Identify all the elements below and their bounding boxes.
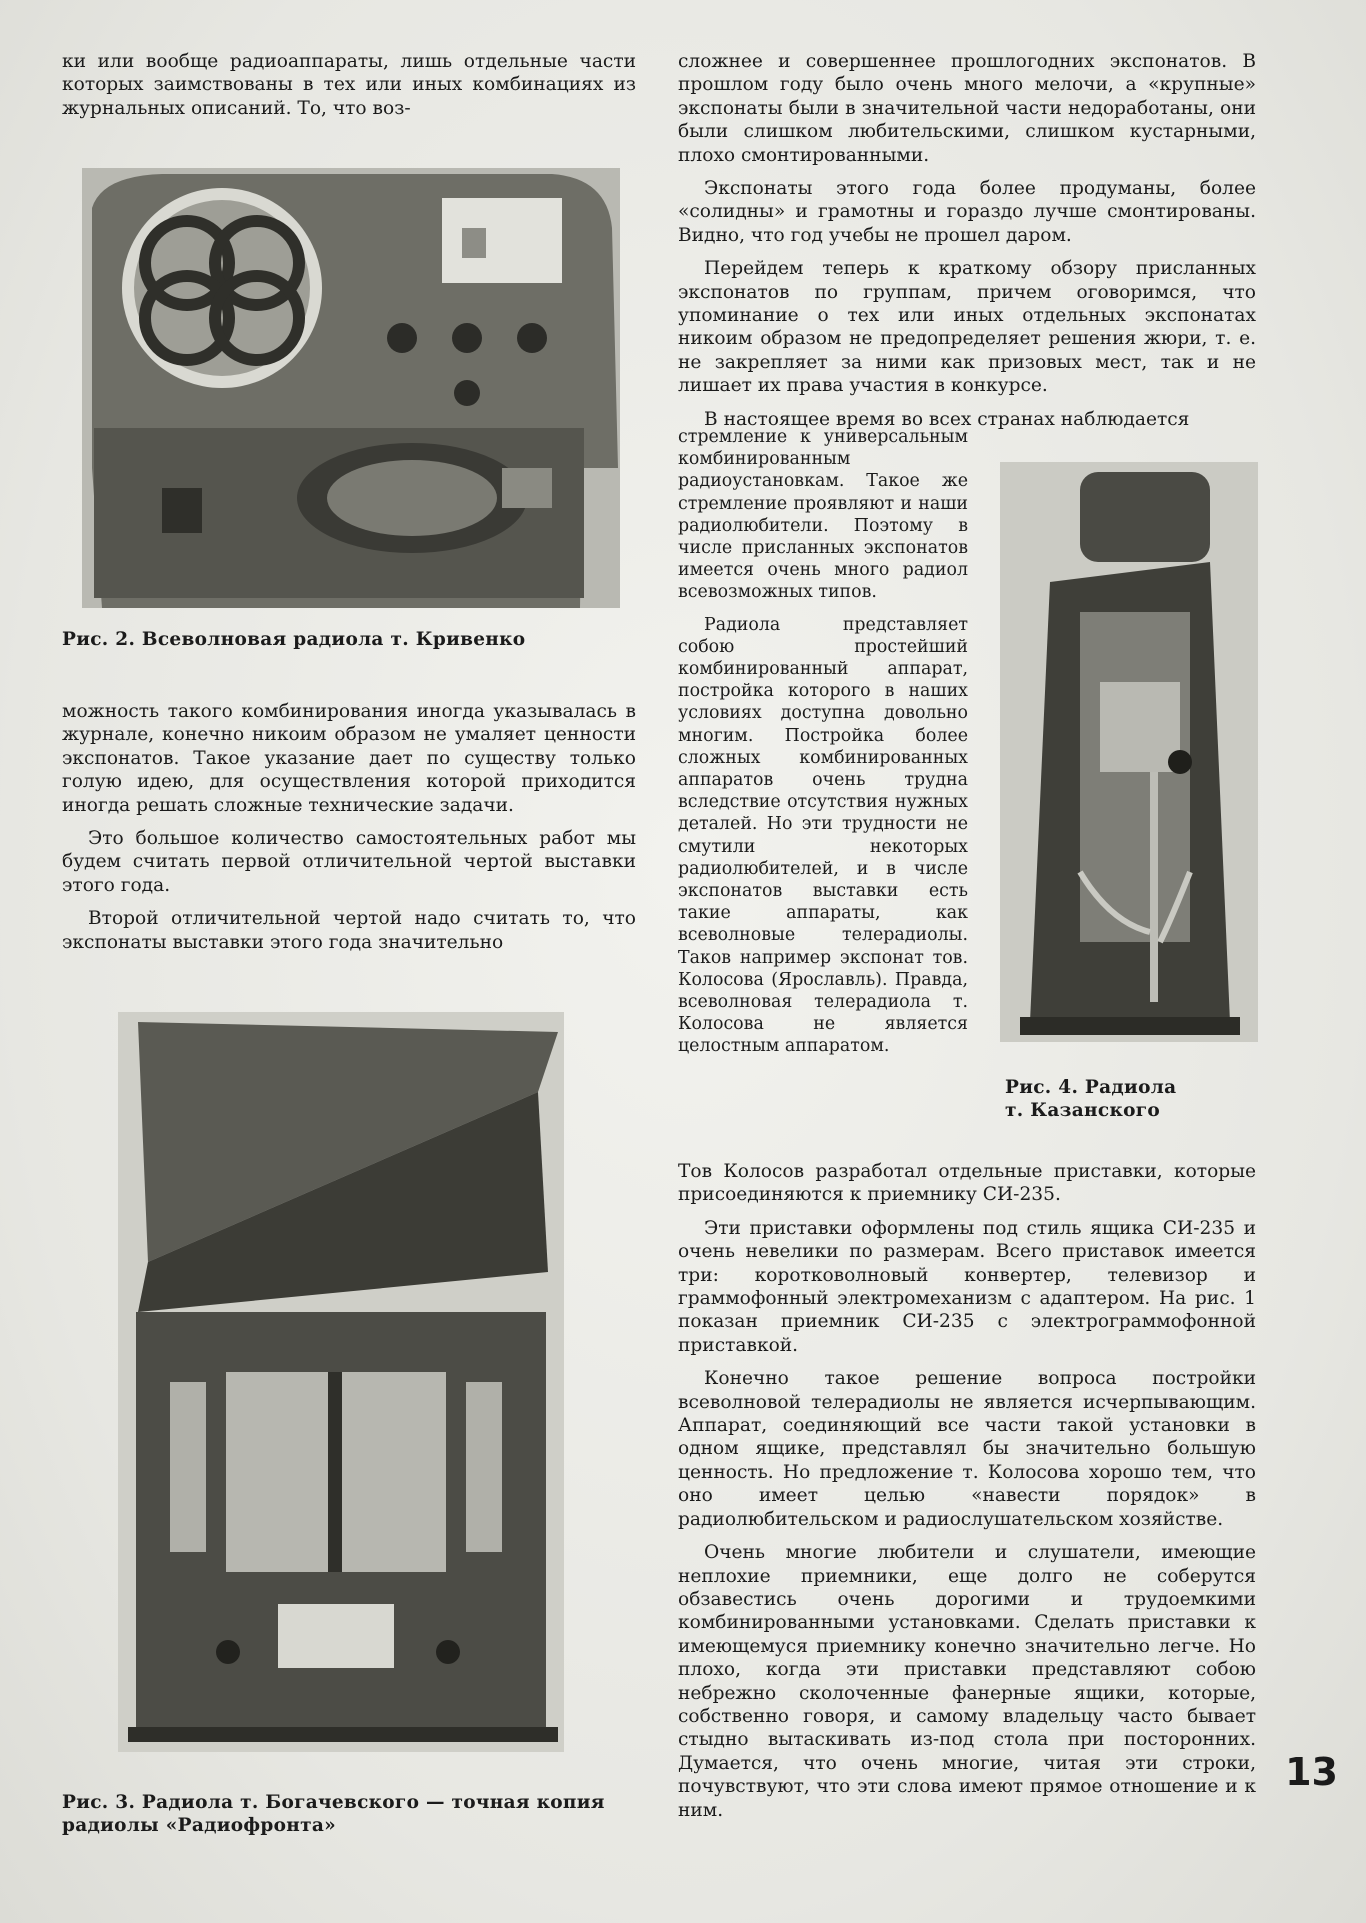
figure-4-caption-line2: т. Казанского [1005,1100,1161,1121]
paragraph: В настоящее время во всех странах наблюдается [704,408,1190,430]
paragraph: Радиола представляет собою простейший комбинированный аппарат, постройка которого в наших условиях доступна довольно многим. Постройка более сложных комбинированных аппаратов очень трудна вследствие отсутствия нужных деталей. Но эти трудности не смутили некоторых радиолюбителей, и в числе экспонатов выставки есть такие аппараты, как всеволновые телерадиолы. Таков например экспонат тов. Колосова (Ярославль). Правда, всеволновая телерадиола т. Колосова не является целостным аппаратом. [678,614,968,1057]
paragraph: Это большое количество самостоятельных работ мы будем считать первой отличительной чертой выставки этого года. [62,828,636,896]
radiola-kazansky-illustration [1000,462,1258,1042]
left-column-middle-text [62,700,636,964]
radiola-krivenko-illustration [82,168,620,608]
right-column-top-text [678,50,1256,441]
radiola-bogachevsky-illustration [118,1012,564,1752]
figure-4-photo [1000,462,1258,1042]
paragraph: Эти приставки оформлены под стиль ящика СИ-235 и очень невелики по размерам. Всего приставок имеется три: коротковолновый конвертер, телевизор и граммофонный электромеханизм с адаптером. На рис. 1 показан приемник СИ-235 с электрограммофонной приставкой. [678,1217,1256,1356]
paragraph: Второй отличительной чертой надо считать то, что экспонаты выставки этого года значительно [62,908,636,953]
figure-2-photo [82,168,620,608]
left-column-top-text [62,50,636,130]
paragraph: сложнее и совершеннее прошлогодних экспонатов. В прошлом году было очень много мелочи, а «крупные» экспонаты были в значительной части недоработаны, они были слишком любительскими, слишком кустарными, плохо смонтированными. [678,51,1256,166]
right-column-wrapped-text [678,426,968,1068]
paragraph: Перейдем теперь к краткому обзору присланных экспонатов по группам, причем оговоримся, что упоминание о тех или иных отдельных экспонатах никоим образом не предопределяет решения жюри, т. е. не закрепляет за ними как призовых мест, так и не лишает их права участия в конкурсе. [678,258,1256,397]
figure-2-caption: Рис. 2. Всеволновая радиола т. Кривенко [62,629,526,650]
figure-4-caption-line1: Рис. 4. Радиола [1005,1077,1177,1098]
paragraph: Конечно такое решение вопроса постройки всеволновой телерадиолы не является исчерпывающим. Аппарат, соединяющий все части такой установки в одном ящике, представлял бы значительно большую ценность. Но предложение т. Колосова хорошо тем, что оно имеет целью «навести порядок» в радиолюбительском и радиослушательском хозяйстве. [678,1368,1256,1530]
figure-3-photo [118,1012,564,1752]
figure-4-caption [1005,1076,1255,1122]
paragraph: Экспонаты этого года более продуманы, более «солидны» и грамотны и гораздо лучше смонтированы. Видно, что год учебы не прошел даром. [678,178,1256,246]
paragraph: Очень многие любители и слушатели, имеющие неплохие приемники, еще долго не соберутся обзавестись очень дорогими и трудоемкими комбинированными установками. Сделать приставки к имеющемуся приемнику конечно значительно легче. Но плохо, когда эти приставки представляют собою небрежно сколоченные фанерные ящики, которые, собственно говоря, и самому владельцу часто бывает стыдно вытаскивать из-под стола при посторонних. Думается, что очень многие, читая эти строки, почувствуют, что эти слова имеют прямое отношение и к ним. [678,1542,1256,1821]
figure-3-caption: Рис. 3. Радиола т. Богачевского — точная копия радиолы «Радиофронта» [62,1792,605,1836]
paragraph: Тов Колосов разработал отдельные приставки, которые присоединяются к приемнику СИ-235. [678,1161,1256,1206]
right-column-bottom-text [678,1160,1256,1832]
page-number: 13 [1285,1750,1338,1794]
paragraph: стремление к универсальным комбинированным радиоустановкам. Такое же стремление проявляют и наши радиолюбители. Поэтому в числе присланных экспонатов имеется очень много радиол всевозможных типов. [678,427,968,603]
paragraph: можность такого комбинирования иногда указывалась в журнале, конечно никоим образом не умаляет ценности экспонатов. Такое указание дает по существу только голую идею, для осуществления которой приходится иногда решать сложные технические задачи. [62,701,636,816]
paragraph: ки или вообще радиоаппараты, лишь отдельные части которых заимствованы в тех или иных комбинациях из журнальных описаний. То, что воз- [62,51,636,119]
